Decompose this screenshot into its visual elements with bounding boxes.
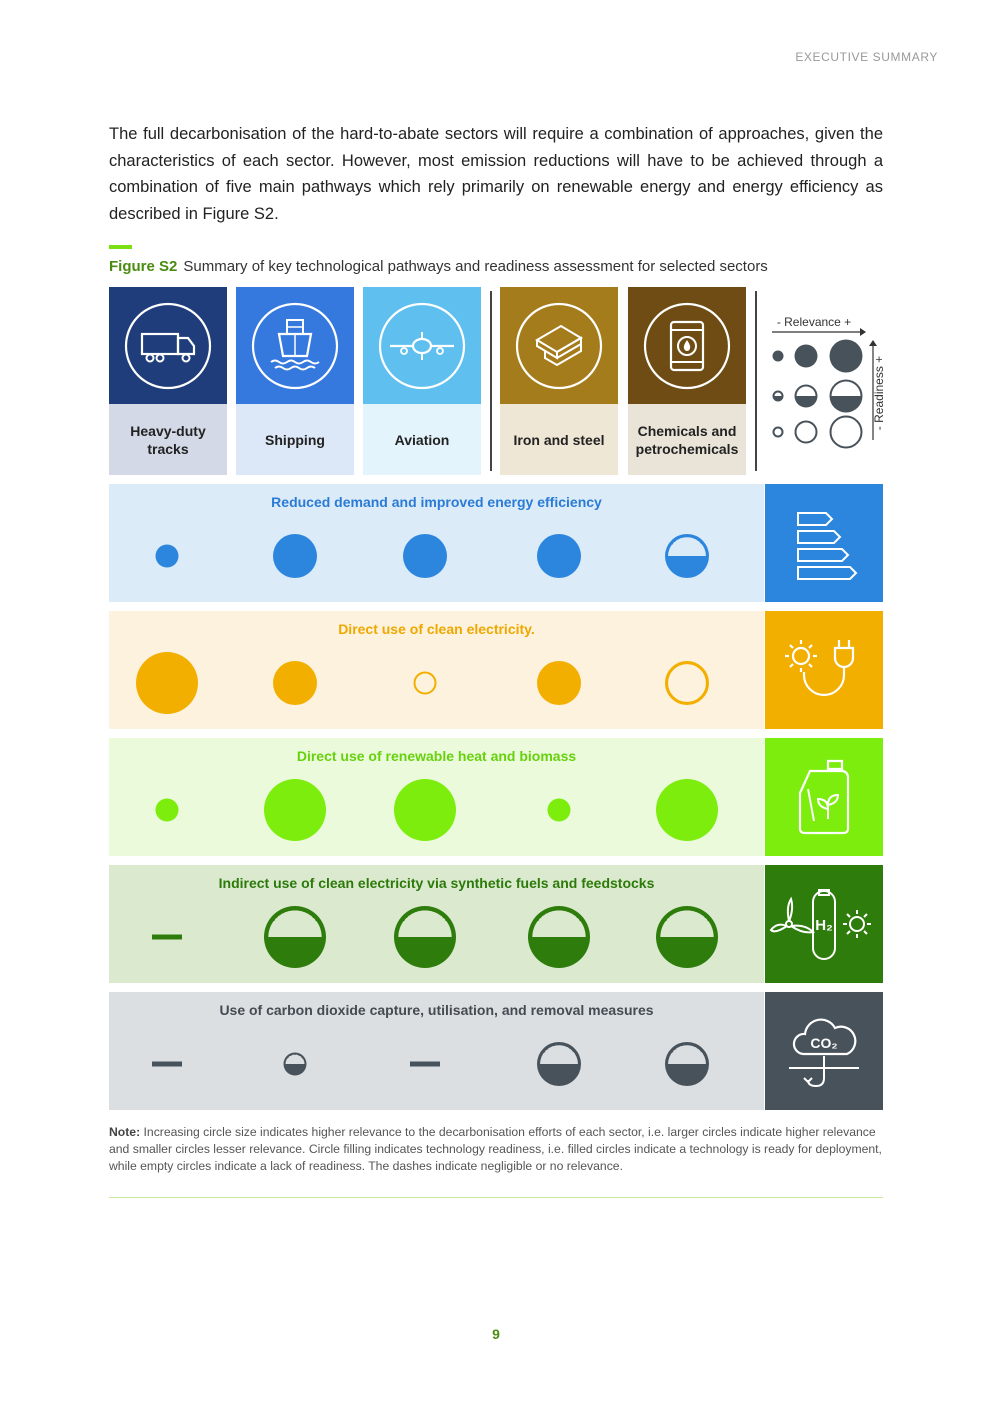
legend-mark (773, 391, 784, 402)
pathway-icon-box (765, 992, 883, 1110)
legend-mark (795, 345, 818, 368)
sun-plug-icon (779, 630, 869, 710)
legend-mark (796, 422, 817, 443)
pathway-title: Direct use of clean electricity. (338, 621, 535, 637)
sector-icon-box (236, 287, 354, 404)
readiness-mark (537, 661, 581, 705)
legend-mark (795, 385, 818, 408)
pathway-clean-electricity (109, 611, 883, 729)
legend-marks (773, 340, 863, 448)
pathway-renewable-heat-biomass (109, 738, 883, 856)
legend-mark (773, 351, 784, 362)
figure-number: Figure S2 (109, 258, 178, 275)
steel-beam-icon (513, 300, 605, 392)
hydrogen-label: H₂ (815, 917, 833, 934)
energy-efficiency-bars-icon (784, 503, 864, 583)
pathway-marks (109, 484, 764, 602)
no-relevance-dash (152, 1062, 182, 1067)
readiness-mark (667, 663, 708, 704)
note-text: Increasing circle size indicates higher relevance to the decarbonisation efforts of each sector, i.e. larger circles indicate higher relevance and smaller circles lesser relevance. Circle filling indicates technology readiness, i.e. filled circles indicate a technology is ready for deployment, while empty circles indicate a lack of readiness. The dashes indicate negligible or no relevance. (109, 1125, 882, 1173)
legend-readiness-label: - Readiness + (872, 355, 886, 431)
pathway-title: Direct use of renewable heat and biomass (296, 748, 577, 764)
sector-icon-box (500, 287, 618, 404)
legend-mark (830, 380, 863, 413)
sector-icon-box (628, 287, 746, 404)
legend-mark (830, 340, 863, 373)
readiness-mark (394, 779, 456, 841)
legend-mark (831, 417, 862, 448)
hydrogen-icon (769, 882, 879, 966)
readiness-mark (136, 652, 198, 714)
sector-label: Heavy-duty tracks (109, 404, 227, 475)
oil-barrel-icon (641, 300, 733, 392)
pathway-energy-efficiency (109, 484, 883, 602)
readiness-mark (394, 906, 456, 968)
pathway-icon-box (765, 865, 883, 983)
readiness-mark (665, 1042, 709, 1086)
pathway-icon-box (765, 738, 883, 856)
readiness-mark (273, 534, 317, 578)
readiness-mark (156, 545, 179, 568)
figure-note (109, 1124, 883, 1175)
sector-heavy-duty-tracks (109, 287, 227, 475)
airplane-icon (376, 300, 468, 392)
pathway-synthetic-fuels (109, 865, 883, 983)
legend-mark (774, 428, 783, 437)
sector-shipping (236, 287, 354, 475)
sector-label: Shipping (236, 404, 354, 475)
readiness-mark (156, 799, 179, 822)
figure-caption-text: Summary of key technological pathways and readiness assessment for selected sectors (183, 258, 768, 275)
pathway-icon-box (765, 611, 883, 729)
pathway-title: Indirect use of clean electricity via synthetic fuels and feedstocks (218, 875, 655, 891)
pathway-marks (109, 738, 764, 856)
readiness-mark (537, 534, 581, 578)
pathway-marks (109, 611, 764, 729)
sector-label: Aviation (363, 404, 481, 475)
pathway-marks (109, 865, 764, 983)
pathway-carbon-capture (109, 992, 883, 1110)
sector-label: Iron and steel (500, 404, 618, 475)
readiness-mark (537, 1042, 581, 1086)
co2-label: CO₂ (810, 1035, 838, 1051)
readiness-mark (264, 779, 326, 841)
truck-icon (122, 300, 214, 392)
sector-aviation (363, 287, 481, 475)
co2-cloud-icon (779, 1006, 869, 1096)
no-relevance-dash (410, 1062, 440, 1067)
readiness-mark (665, 534, 709, 578)
readiness-mark (656, 779, 718, 841)
pathway-title: Reduced demand and improved energy efficiency (271, 494, 602, 510)
note-label: Note: (109, 1125, 141, 1139)
legend-divider (755, 291, 757, 471)
readiness-mark (273, 661, 317, 705)
legend (762, 300, 892, 460)
pathway-icon-box (765, 484, 883, 602)
no-relevance-dash (152, 935, 182, 940)
pathway-title: Use of carbon dioxide capture, utilisation, and removal measures (219, 1002, 654, 1018)
running-header: EXECUTIVE SUMMARY (795, 50, 938, 64)
figure-accent-bar (109, 245, 132, 249)
figure-caption (109, 258, 768, 275)
intro-paragraph: The full decarbonisation of the hard-to-abate sectors will require a combination of approaches, given the characteristics of each sector. However, most emission reductions will have to be achieved through a combination of five main pathways which rely primarily on renewable energy and energy efficiency as described in Figure S2. (109, 125, 883, 223)
note-divider (109, 1197, 883, 1198)
sector-iron-and-steel (500, 287, 618, 475)
readiness-mark (403, 534, 447, 578)
ship-icon (249, 300, 341, 392)
readiness-mark (284, 1053, 307, 1076)
readiness-mark (415, 673, 436, 694)
readiness-mark (528, 906, 590, 968)
sector-chemicals (628, 287, 746, 475)
sector-icon-box (109, 287, 227, 404)
page-number: 9 (492, 1326, 500, 1342)
sector-icon-box (363, 287, 481, 404)
readiness-mark (548, 799, 571, 822)
biofuel-canister-icon (784, 755, 864, 839)
sector-divider (490, 291, 492, 471)
readiness-mark (264, 906, 326, 968)
legend-relevance-label: - Relevance + (776, 315, 852, 329)
readiness-mark (656, 906, 718, 968)
sector-label: Chemicals and petrochemicals (628, 404, 746, 475)
pathway-marks (109, 992, 764, 1110)
